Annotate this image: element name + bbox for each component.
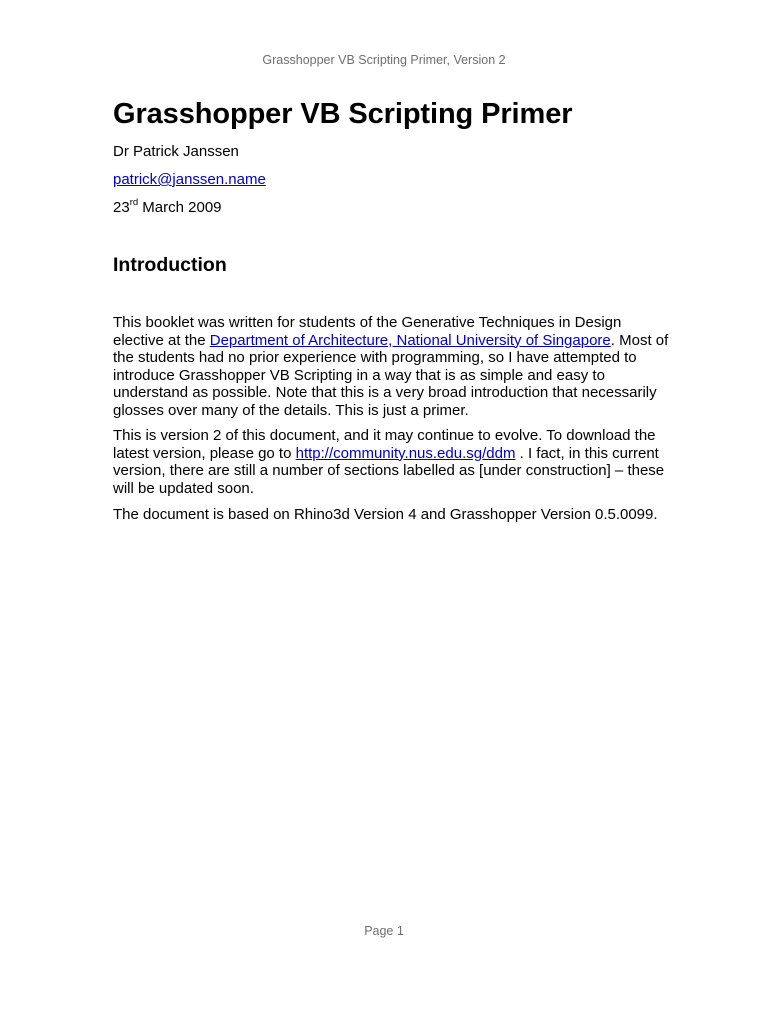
document-title: Grasshopper VB Scripting Primer: [113, 98, 573, 130]
intro-paragraph-1: [113, 314, 673, 420]
date-suffix: rd: [129, 197, 139, 208]
department-link[interactable]: Department of Architecture, National University of Singapore: [209, 331, 611, 349]
date-rest: March 2009: [138, 199, 222, 216]
paragraph-1-text-end: . Most of the students had no prior experience with programming, so I have attempted to introduce Grasshopper VB Scripting in a way that is as simple and easy to understand as possible. Note that this is a very broad introduction that necessarily glosses over many of the details. This is just a primer.: [113, 331, 669, 419]
author-name: Dr Patrick Janssen: [113, 143, 239, 160]
paragraph-2-text-start: This is version 2 of this document, and it may continue to evolve. To download the latest version, please go to: [113, 427, 656, 462]
author-email-link[interactable]: patrick@janssen.name: [113, 171, 266, 188]
introduction-heading: Introduction: [113, 254, 227, 276]
author-email-line: [113, 171, 266, 188]
paragraph-1-text-start: This booklet was written for students of the Generative Techniques in Design elective at the: [113, 314, 622, 349]
running-header: Grasshopper VB Scripting Primer, Version 2: [262, 53, 506, 67]
document-date: [113, 198, 222, 216]
page-number: Page 1: [364, 924, 404, 938]
download-link[interactable]: http://community.nus.edu.sg/ddm: [295, 444, 516, 462]
date-day: 23: [113, 199, 130, 216]
intro-paragraph-3: The document is based on Rhino3d Version 4 and Grasshopper Version 0.5.0099.: [113, 506, 658, 523]
intro-paragraph-2: [113, 427, 673, 497]
paragraph-2-text-end: . I fact, in this current version, there are still a number of sections labelled as [under construction] – these will be updated soon.: [113, 444, 665, 497]
